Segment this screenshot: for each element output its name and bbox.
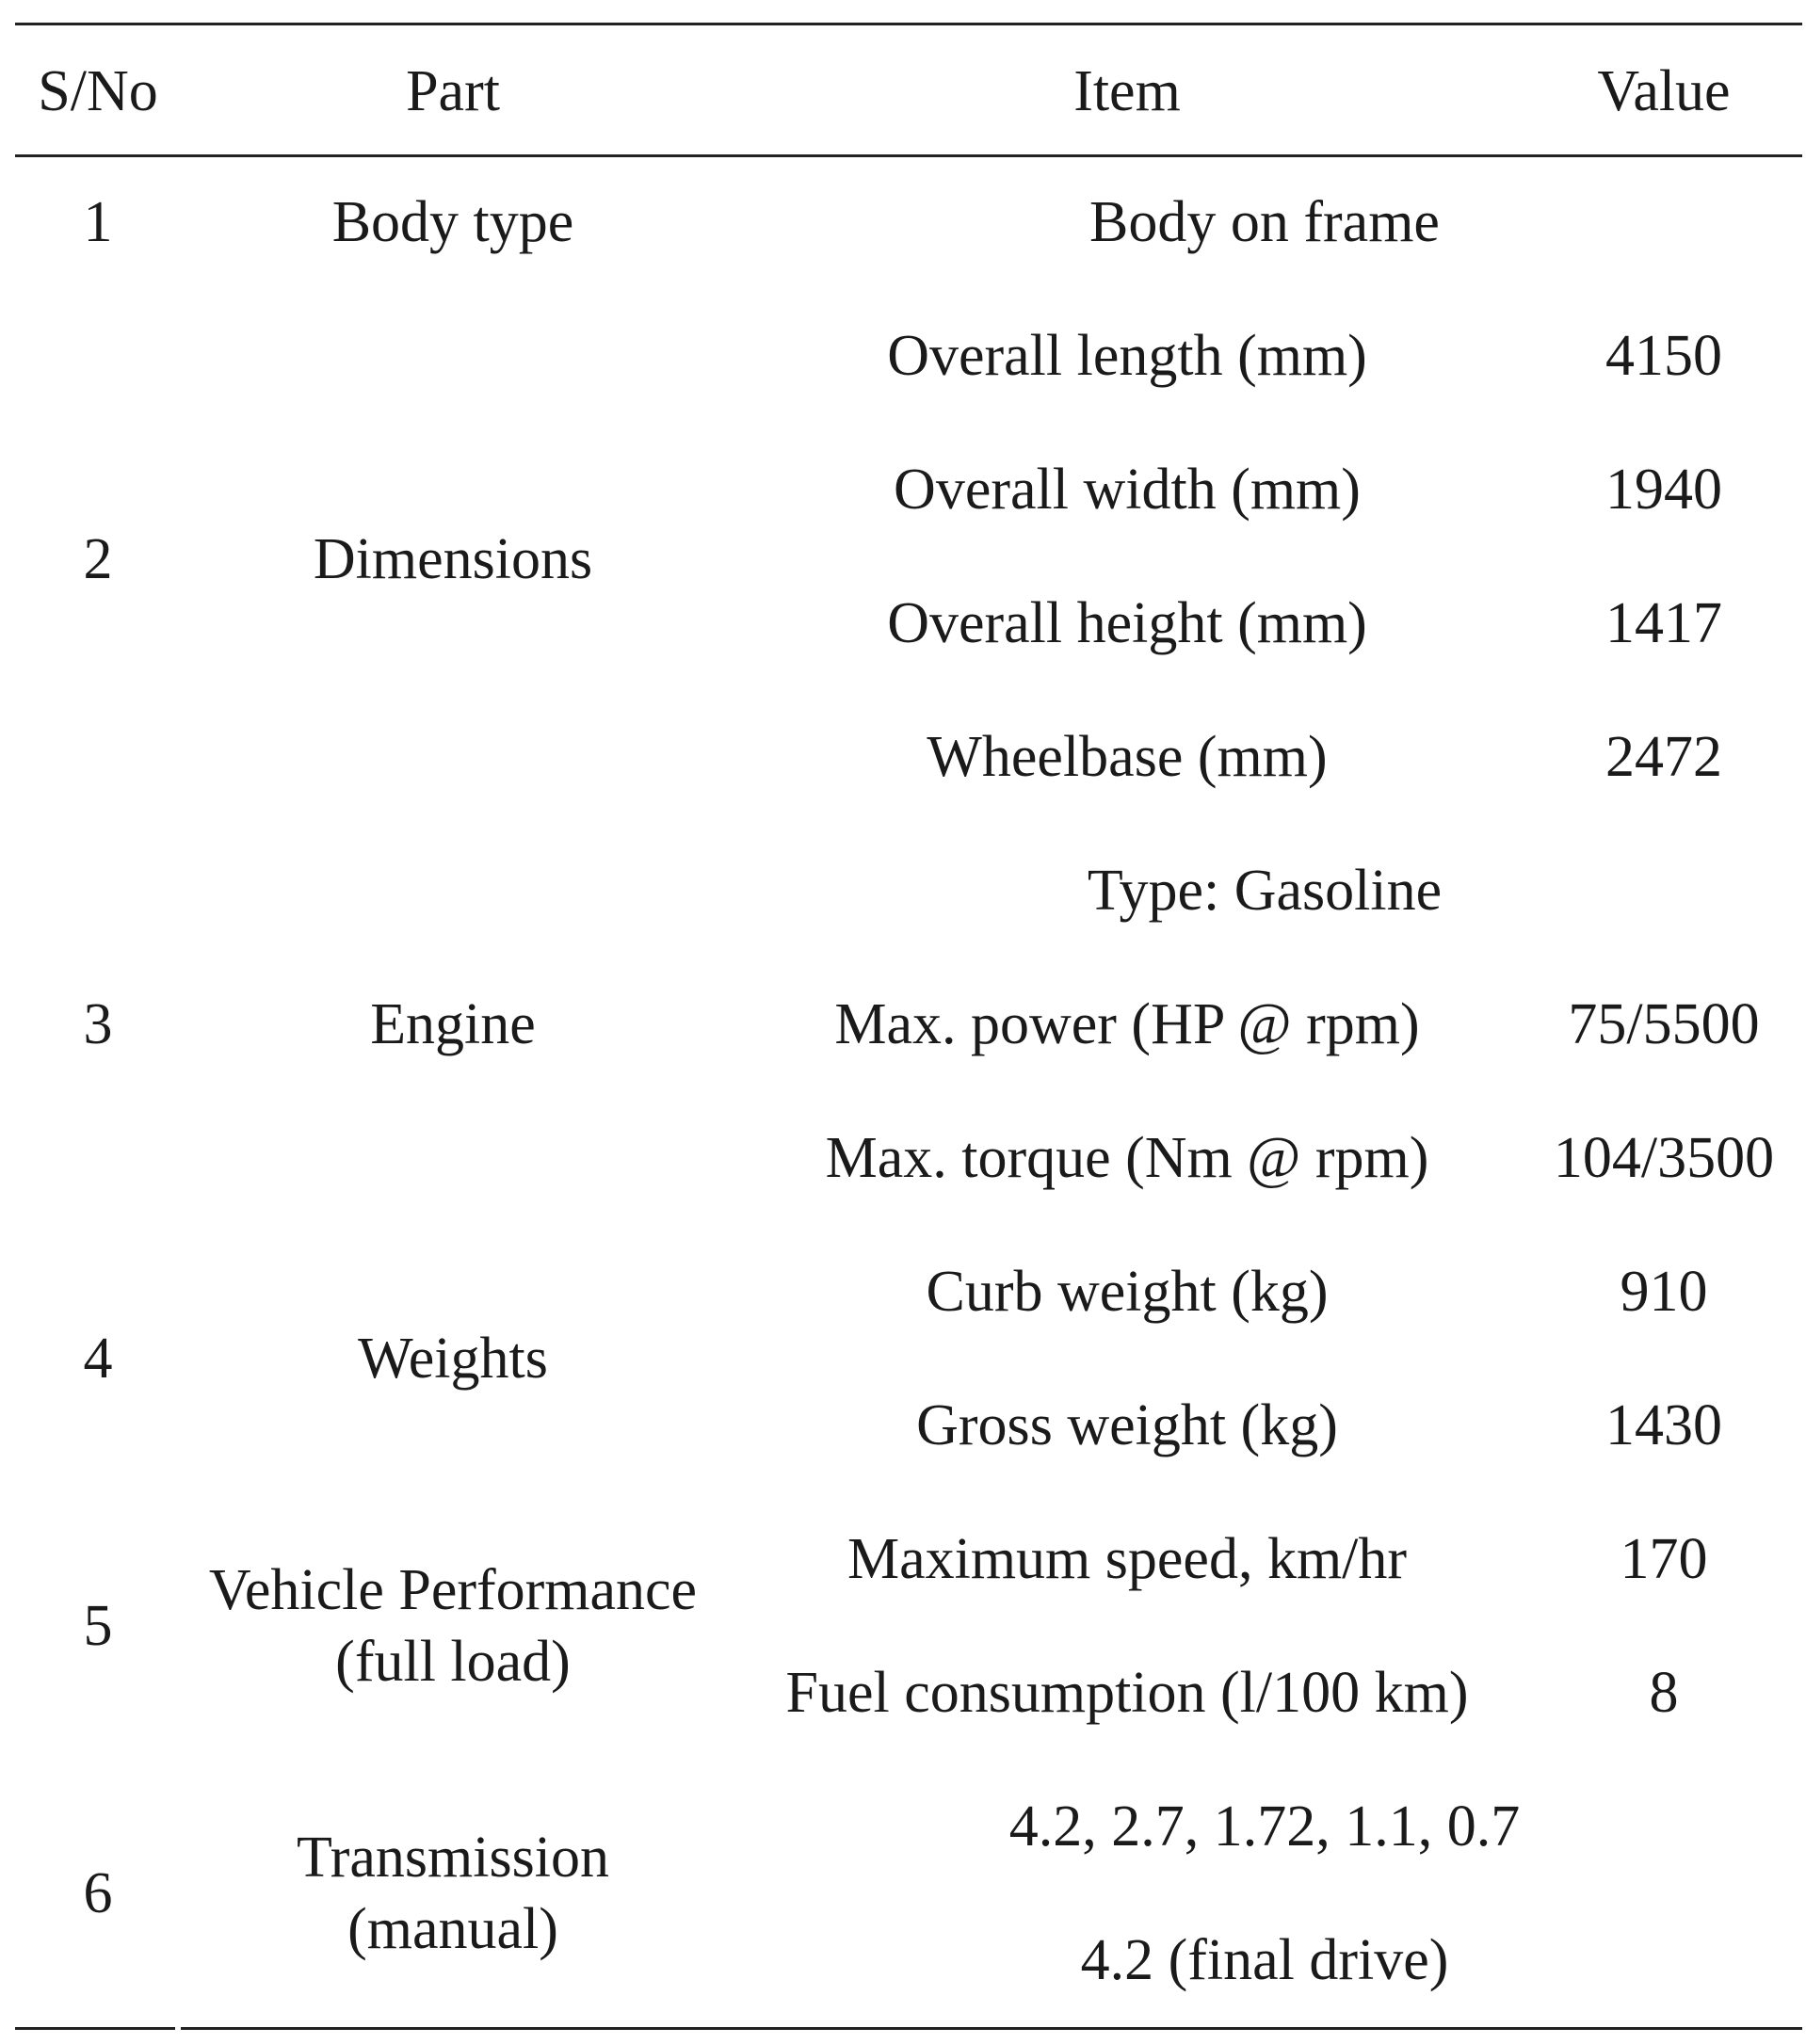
row-1-item-1: Body on frame bbox=[1089, 190, 1440, 254]
row-6-sno: 6 bbox=[83, 1861, 113, 1925]
bottom-rule-left bbox=[15, 2027, 175, 2030]
row-5-item-1: Maximum speed, km/hr bbox=[847, 1527, 1408, 1591]
row-1-sno: 1 bbox=[83, 190, 113, 254]
row-5-sno: 5 bbox=[83, 1594, 113, 1658]
row-2-value-4: 2472 bbox=[1605, 725, 1722, 789]
row-6-item-1: 4.2, 2.7, 1.72, 1.1, 0.7 bbox=[1008, 1795, 1521, 1859]
row-3-value-3: 104/3500 bbox=[1553, 1126, 1775, 1190]
row-3-value-2: 75/5500 bbox=[1568, 992, 1760, 1056]
row-2-part: Dimensions bbox=[313, 527, 593, 591]
row-5-value-1: 170 bbox=[1620, 1527, 1708, 1591]
row-3-item-3: Max. torque (Nm @ rpm) bbox=[825, 1126, 1429, 1190]
row-4-value-1: 910 bbox=[1620, 1260, 1708, 1324]
bottom-rule-right bbox=[181, 2027, 1802, 2030]
row-6-part-line-1: Transmission bbox=[297, 1826, 609, 1890]
row-4-sno: 4 bbox=[83, 1327, 113, 1391]
header-rule bbox=[15, 154, 1802, 157]
row-4-item-2: Gross weight (kg) bbox=[916, 1393, 1338, 1457]
row-5-part-line-2: (full load) bbox=[335, 1630, 571, 1694]
header-item: Item bbox=[1073, 59, 1181, 123]
row-4-item-1: Curb weight (kg) bbox=[926, 1260, 1329, 1324]
row-2-item-2: Overall width (mm) bbox=[894, 458, 1361, 522]
row-2-sno: 2 bbox=[83, 527, 113, 591]
row-6-item-2: 4.2 (final drive) bbox=[1080, 1928, 1449, 1992]
row-3-part: Engine bbox=[370, 992, 536, 1056]
header-sno: S/No bbox=[38, 59, 158, 123]
row-3-sno: 3 bbox=[83, 992, 113, 1056]
row-5-value-2: 8 bbox=[1649, 1661, 1679, 1725]
row-5-part bbox=[209, 1554, 697, 1698]
top-rule bbox=[15, 23, 1802, 25]
row-6-part-line-2: (manual) bbox=[347, 1897, 558, 1961]
header-value: Value bbox=[1597, 59, 1731, 123]
row-5-item-2: Fuel consumption (l/100 km) bbox=[785, 1661, 1469, 1725]
row-2-value-3: 1417 bbox=[1605, 591, 1722, 655]
row-2-value-2: 1940 bbox=[1605, 458, 1722, 522]
row-4-value-2: 1430 bbox=[1605, 1393, 1722, 1457]
row-2-item-1: Overall length (mm) bbox=[887, 324, 1367, 388]
row-2-item-3: Overall height (mm) bbox=[887, 591, 1367, 655]
row-1-part: Body type bbox=[331, 190, 574, 254]
row-4-part: Weights bbox=[358, 1327, 548, 1391]
row-5-part-line-1: Vehicle Performance bbox=[208, 1558, 698, 1622]
row-2-item-4: Wheelbase (mm) bbox=[927, 725, 1328, 789]
row-6-part bbox=[297, 1822, 609, 1965]
header-part: Part bbox=[406, 59, 500, 123]
row-3-item-1: Type: Gasoline bbox=[1087, 859, 1443, 923]
row-2-value-1: 4150 bbox=[1605, 324, 1722, 388]
row-3-item-2: Max. power (HP @ rpm) bbox=[834, 992, 1420, 1056]
